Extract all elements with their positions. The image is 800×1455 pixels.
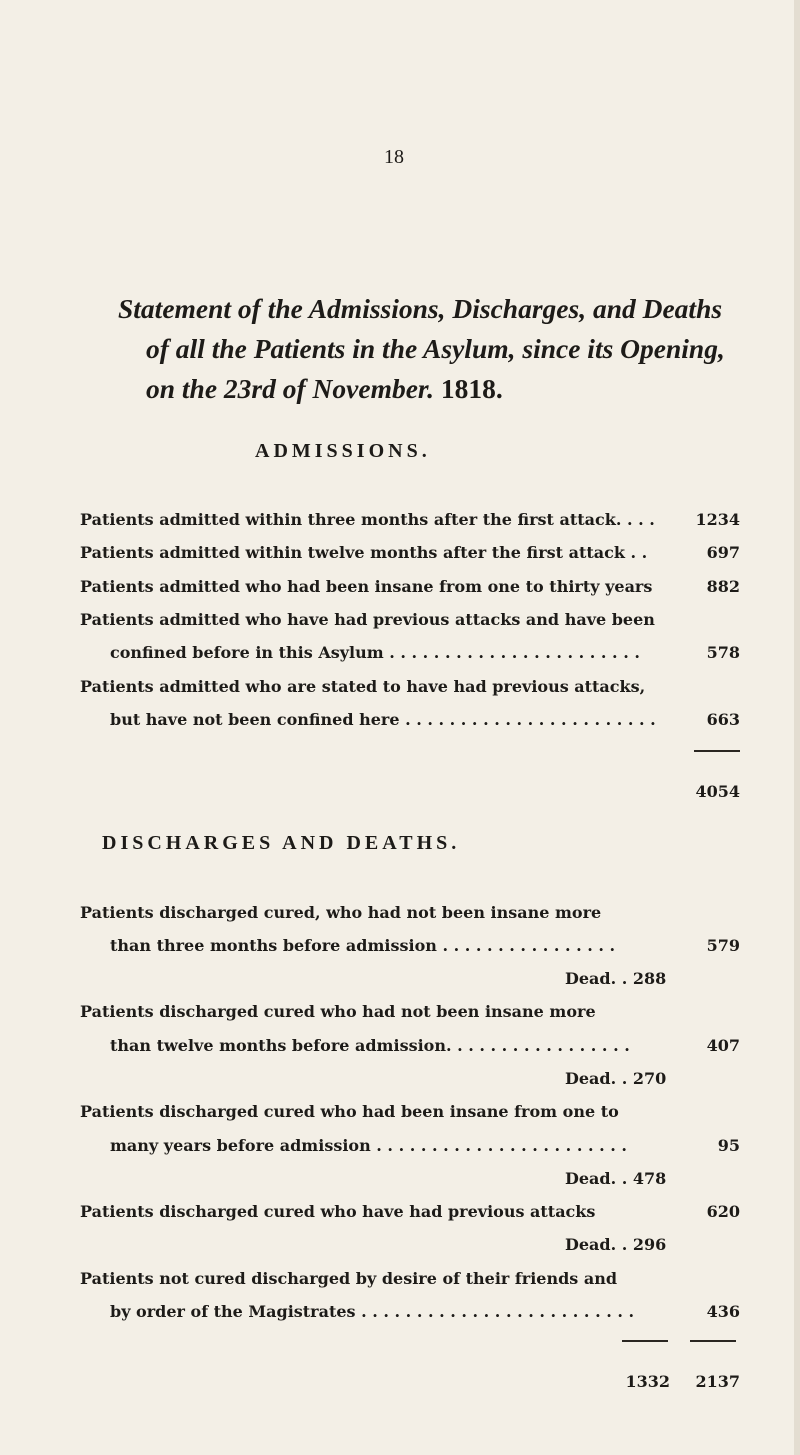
admissions-total: 4054 [695, 782, 740, 801]
admission-line: Patients admitted within three months after the first attack. . . . [80, 510, 655, 529]
admission-value: 663 [706, 710, 740, 729]
admission-value: 882 [706, 577, 740, 596]
dead-total: 1332 [625, 1372, 670, 1391]
discharge-line-continued: by order of the Magistrates . . . . . . . . . . . . . . . . . . . . . . . . . [110, 1302, 635, 1321]
discharge-line-continued: than three months before admission . . . . . . . . . . . . . . . . [110, 936, 616, 955]
title-line-3 [118, 369, 778, 409]
admissions-total-rule [694, 750, 740, 752]
admission-value: 578 [706, 643, 740, 662]
discharge-line: Patients discharged cured, who had not been insane more [80, 903, 602, 922]
discharge-line-continued: than twelve months before admission. . . . . . . . . . . . . . . . . [110, 1036, 630, 1055]
admissions-heading: ADMISSIONS. [255, 440, 431, 462]
dead-count: Dead. . 288 [565, 969, 667, 988]
admission-line-continued: confined before in this Asylum . . . . . . . . . . . . . . . . . . . . . . . [110, 643, 640, 662]
title-line-2: of all the Patients in the Asylum, since its Opening, [146, 333, 725, 364]
discharges-heading: DISCHARGES AND DEATHS. [102, 832, 461, 854]
dead-total-rule [622, 1340, 668, 1342]
admission-line-continued: but have not been confined here . . . . . . . . . . . . . . . . . . . . . . . [110, 710, 656, 729]
discharge-line-continued: many years before admission . . . . . . . . . . . . . . . . . . . . . . . [110, 1136, 627, 1155]
dead-count: Dead. . 478 [565, 1169, 667, 1188]
admission-line: Patients admitted who are stated to have had previous attacks, [80, 677, 646, 696]
page-title [118, 289, 778, 409]
discharge-line: Patients not cured discharged by desire of their friends and [80, 1269, 618, 1288]
discharge-line: Patients discharged cured who had been insane from one to [80, 1102, 619, 1121]
dead-count: Dead. . 270 [565, 1069, 667, 1088]
dead-count: Dead. . 296 [565, 1235, 667, 1254]
admission-line: Patients admitted who had been insane from one to thirty years [80, 577, 653, 596]
discharge-value: 620 [706, 1202, 740, 1221]
admission-line: Patients admitted within twelve months after the first attack . . [80, 543, 648, 562]
discharge-line: Patients discharged cured who have had previous attacks [80, 1202, 596, 1221]
discharge-value: 95 [717, 1136, 740, 1155]
discharge-value: 579 [706, 936, 740, 955]
admission-value: 697 [706, 543, 740, 562]
title-year: 1818. [440, 373, 503, 404]
page-edge [794, 0, 800, 1455]
discharge-line: Patients discharged cured who had not been insane more [80, 1002, 596, 1021]
admission-line: Patients admitted who have had previous attacks and have been [80, 610, 655, 629]
admission-value: 1234 [695, 510, 740, 529]
title-line-3-text: on the 23rd of November. [146, 373, 434, 404]
discharged-total: 2137 [695, 1372, 740, 1391]
discharge-value: 407 [706, 1036, 740, 1055]
discharge-value: 436 [706, 1302, 740, 1321]
page-number: 18 [384, 146, 404, 168]
title-line-1: Statement of the Admissions, Discharges, and Deaths [118, 293, 723, 324]
discharged-total-rule [690, 1340, 736, 1342]
